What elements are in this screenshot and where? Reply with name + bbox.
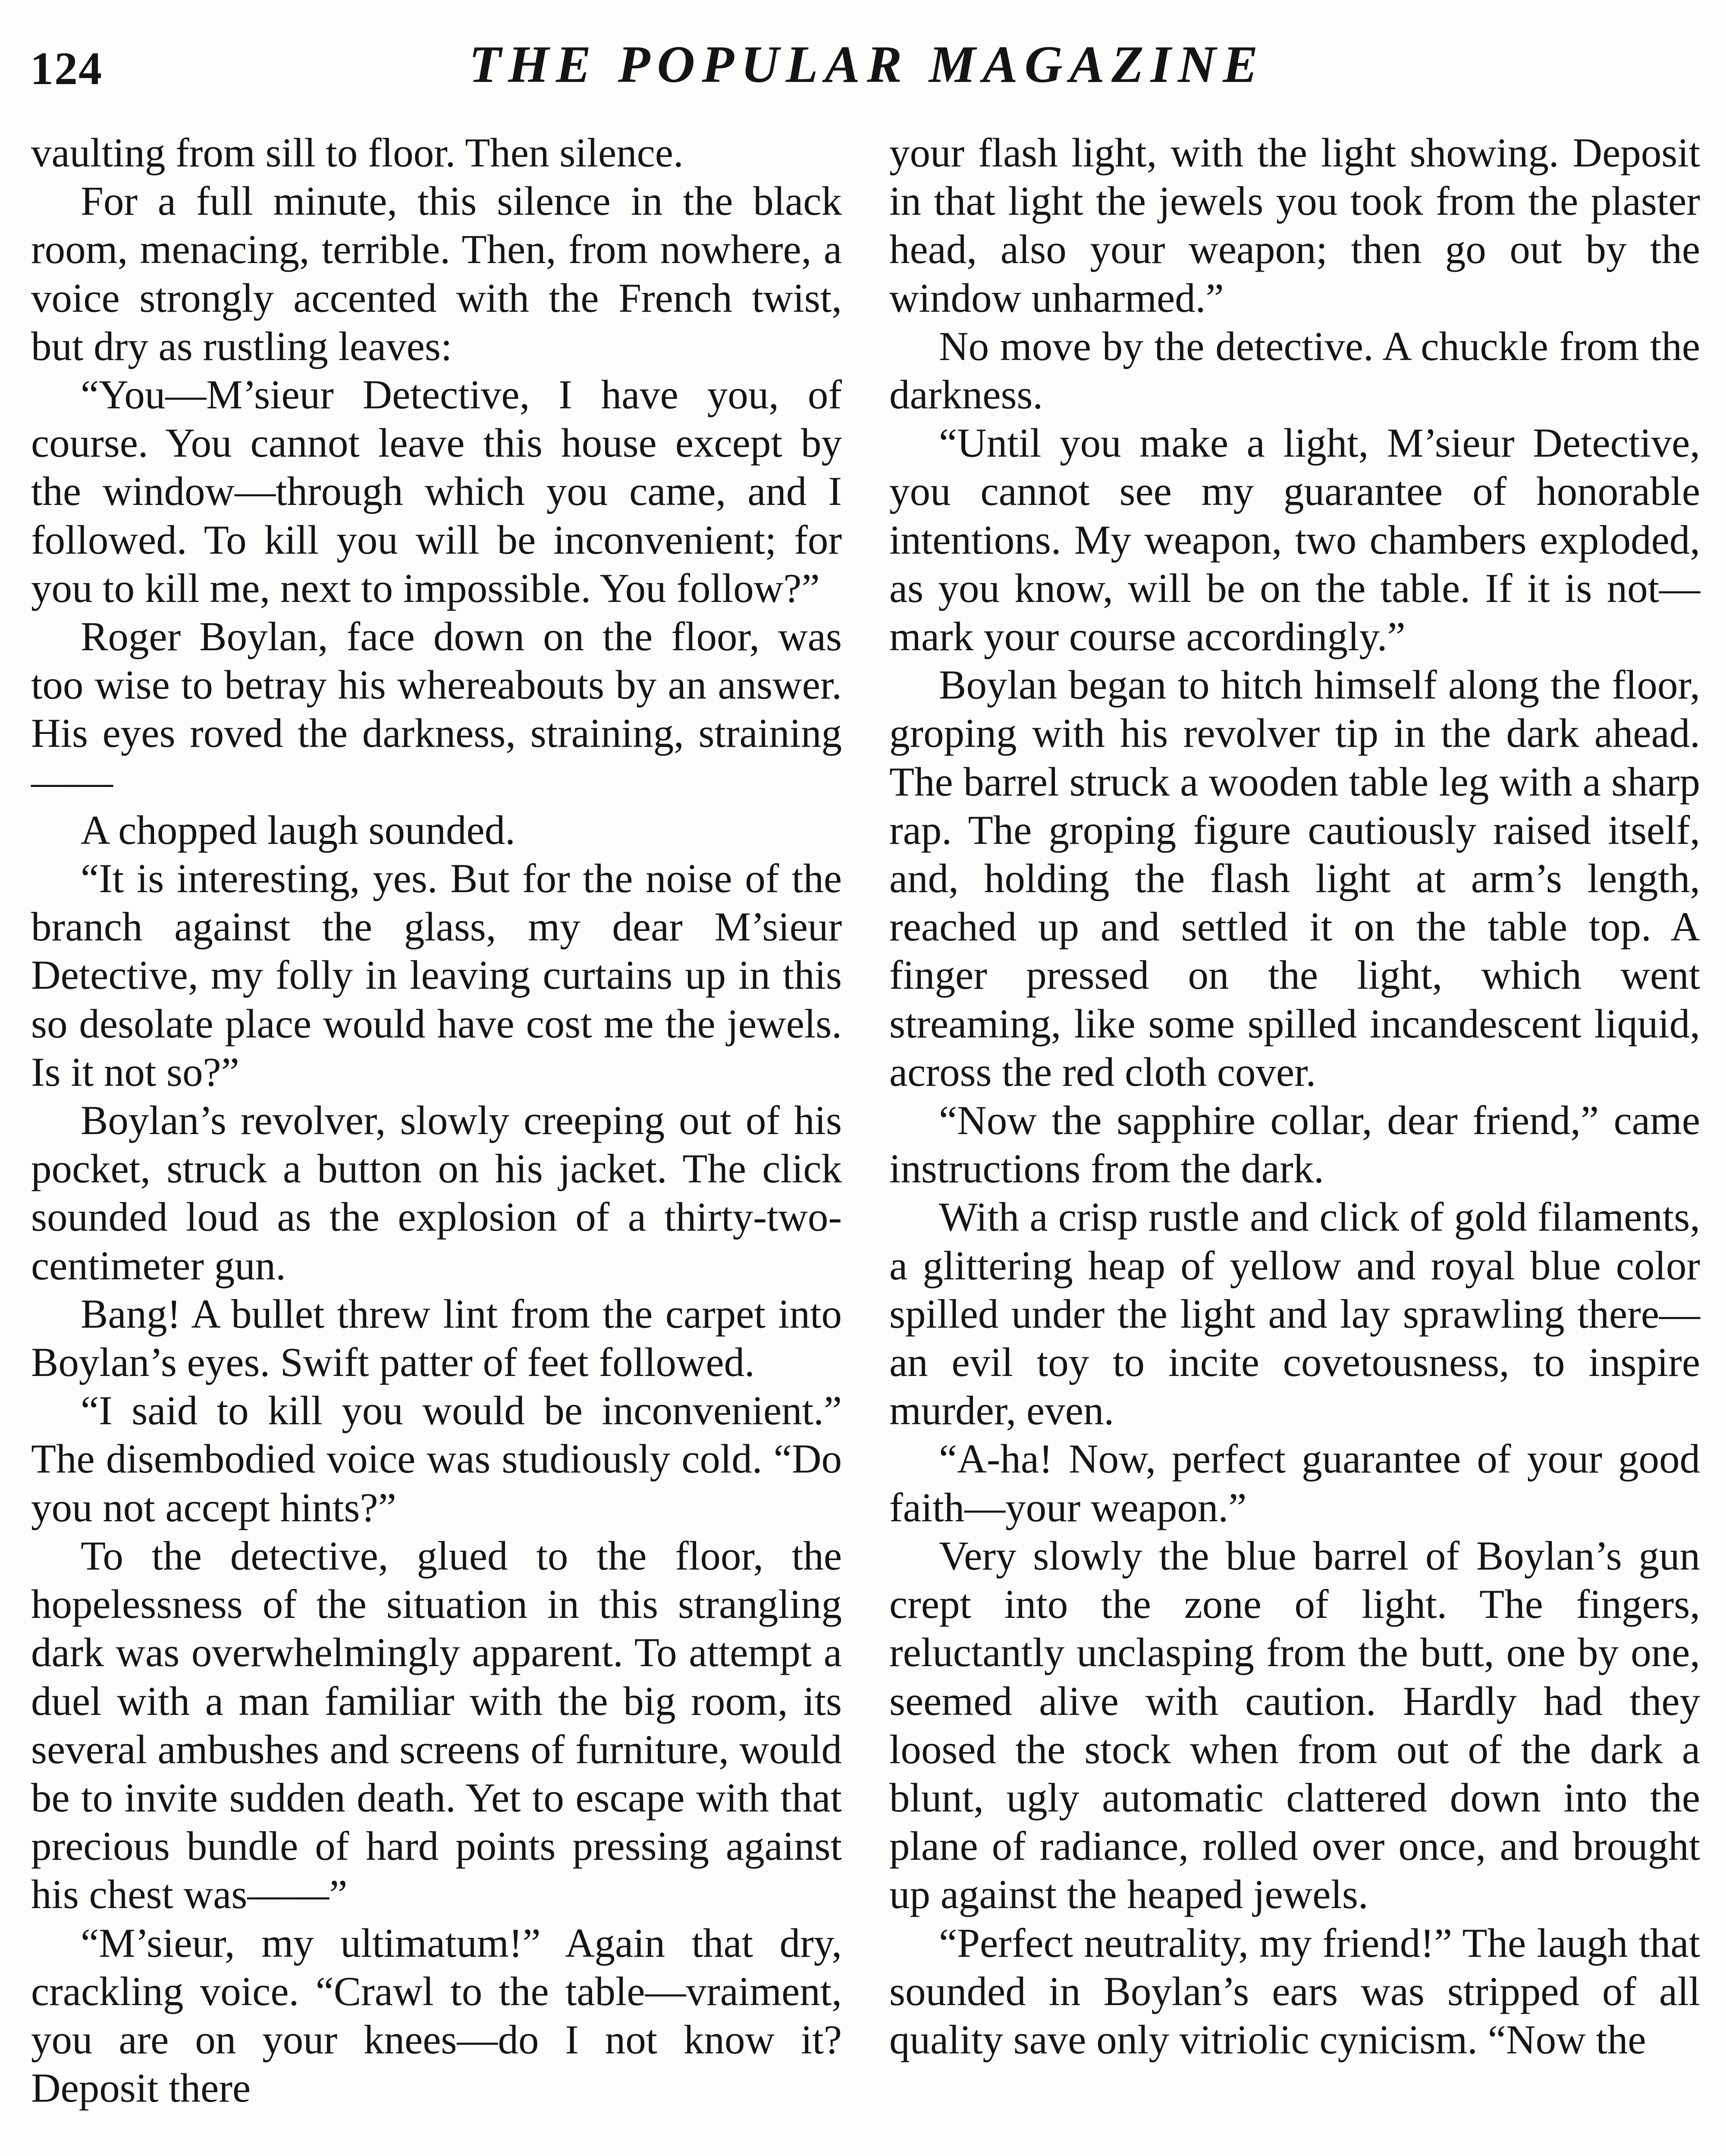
paragraph: No move by the detective. A chuckle from the darkness.: [889, 323, 1700, 418]
paragraph: Boylan’s revolver, slowly creeping out of his pocket, struck a button on his jacket. The click sounded loud as the explosion of a thirty-two-centimeter gun.: [31, 1097, 842, 1288]
paragraph: your flash light, with the light showing. Deposit in that light the jewels you took from the plaster head, also your weapon; then go out by the window unharmed.”: [889, 130, 1700, 321]
paragraph: “I said to kill you would be inconvenient.” The disembodied voice was studiously cold. “Do you not accept hints?”: [31, 1388, 842, 1530]
paragraph: “You—M’sieur Detective, I have you, of course. You cannot leave this house except by the window—through which you came, and I followed. To kill you will be inconvenient; for you to kill me, next to impossible. You follow?”: [31, 372, 842, 611]
left-column: [31, 128, 842, 2112]
paragraph: Boylan began to hitch himself along the floor, groping with his revolver tip in the dark ahead. The barrel struck a wooden table leg with a sharp rap. The groping figure cautiously raised itself, and, holding the flash light at arm’s length, reached up and settled it on the table top. A finger pressed on the light, which went streaming, like some spilled incandescent liquid, across the red cloth cover.: [889, 662, 1700, 1095]
paragraph: To the detective, glued to the floor, the hopelessness of the situation in this strangling dark was overwhelmingly apparent. To attempt a duel with a man familiar with the big room, its several ambushes and screens of furniture, would be to invite sudden death. Yet to escape with that precious bundle of hard points pressing against his chest was——”: [31, 1532, 842, 1918]
paragraph: “Until you make a light, M’sieur Detective, you cannot see my guarantee of honorable intentions. My weapon, two chambers exploded, as you know, will be on the table. If it is not—mark your course accordingly.”: [889, 420, 1700, 660]
paragraph: For a full minute, this silence in the black room, menacing, terrible. Then, from nowhere, a voice strongly accented with the French twist, but dry as rustling leaves:: [31, 178, 842, 369]
paragraph: A chopped laugh sounded.: [81, 807, 515, 853]
paragraph: vaulting from sill to floor. Then silence.: [31, 130, 684, 175]
right-column: [889, 128, 1700, 2064]
paragraph: With a crisp rustle and click of gold filaments, a glittering heap of yellow and royal blue color spilled under the light and lay sprawling there—an evil toy to incite covetousness, to inspire murder, even.: [889, 1194, 1700, 1434]
page-header: [30, 34, 1704, 99]
paragraph: “Perfect neutrality, my friend!” The laugh that sounded in Boylan’s ears was stripped of all quality save only vitriolic cynicism. “Now the: [889, 1920, 1700, 2062]
paragraph: “M’sieur, my ultimatum!” Again that dry, crackling voice. “Crawl to the table—vraiment, you are on your knees—do I not know it? Deposit there: [31, 1920, 842, 2111]
paragraph: “Now the sapphire collar, dear friend,” came instructions from the dark.: [889, 1097, 1700, 1192]
paragraph: Very slowly the blue barrel of Boylan’s gun crept into the zone of light. The fingers, reluctantly unclasping from the butt, one by one, seemed alive with caution. Hardly had they loosed the stock when from out of the dark a blunt, ugly automatic clattered down into the plane of radiance, rolled over once, and brought up against the heaped jewels.: [889, 1532, 1700, 1918]
paragraph: “A-ha! Now, perfect guarantee of your good faith—your weapon.”: [889, 1436, 1700, 1530]
running-head: THE POPULAR MAGAZINE: [469, 35, 1265, 94]
paragraph: “It is interesting, yes. But for the noise of the branch against the glass, my dear M’sieur Detective, my folly in leaving curtains up in this so desolate place would have cost me the jewels. Is it not so?”: [31, 856, 842, 1095]
paragraph: Bang! A bullet threw lint from the carpet into Boylan’s eyes. Swift patter of feet followed.: [31, 1291, 842, 1385]
page-number: 124: [30, 43, 103, 94]
paragraph: Roger Boylan, face down on the floor, was too wise to betray his whereabouts by an answer. His eyes roved the darkness, straining, straining——: [31, 614, 842, 805]
